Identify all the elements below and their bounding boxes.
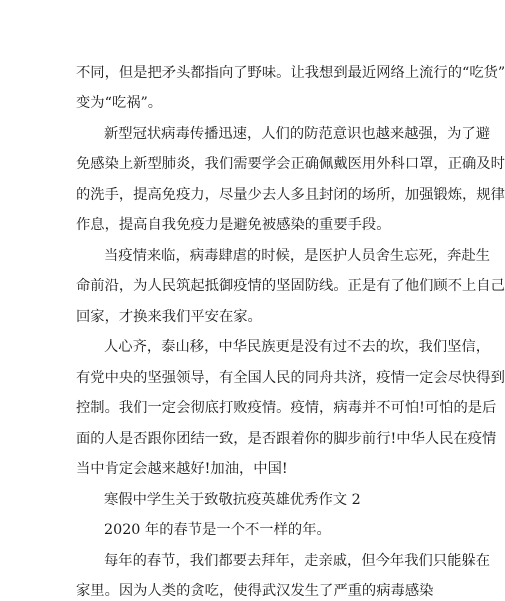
paragraph-line: 人心齐，泰山移，中华民族更是没有过不去的坎，我们坚信， [104, 339, 491, 355]
paragraph-line: 每年的春节，我们都要去拜年，走亲戚，但今年我们只能躲在 [104, 553, 491, 569]
paragraph-line: 有党中央的坚强领导，有全国人民的同舟共济，疫情一定会尽快得到 [76, 370, 505, 386]
paragraph-line: 2020 年的春节是一个不一样的年。 [104, 522, 331, 538]
paragraph-line: 不同，但是把矛头都指向了野味。让我想到最近网络上流行的“吃货” [76, 65, 505, 81]
paragraph-line: 回家，才换来我们平安在家。 [76, 309, 262, 325]
paragraph-line: 免感染上新型肺炎，我们需要学会正确佩戴医用外科口罩，正确及时 [76, 156, 505, 172]
section-heading: 寒假中学生关于致敬抗疫英雄优秀作文 2 [104, 492, 361, 508]
paragraph-line: 控制。我们一定会彻底打败疫情。疫情，病毒并不可怕!可怕的是后 [76, 400, 497, 416]
paragraph-line: 变为“吃祸”。 [76, 95, 163, 111]
paragraph-line: 家里。因为人类的贪吃，使得武汉发生了严重的病毒感染 [76, 583, 434, 599]
paragraph-line: 命前沿，为人民筑起抵御疫情的坚固防线。正是有了他们顾不上自己 [76, 278, 505, 294]
paragraph-line: 当疫情来临，病毒肆虐的时候，是医护人员舍生忘死，奔赴生 [104, 248, 491, 264]
paragraph-line: 面的人是否跟你团结一致，是否跟着你的脚步前行!中华人民在疫情 [76, 431, 497, 447]
paragraph-line: 的洗手，提高免疫力，尽量少去人多且封闭的场所，加强锻炼，规律 [76, 187, 505, 203]
paragraph-line: 当中肯定会越来越好!加油，中国! [76, 461, 288, 477]
paragraph-line: 作息，提高自我免疫力是避免被感染的重要手段。 [76, 217, 391, 233]
paragraph-line: 新型冠状病毒传播迅速，人们的防范意识也越来越强，为了避 [104, 126, 491, 142]
